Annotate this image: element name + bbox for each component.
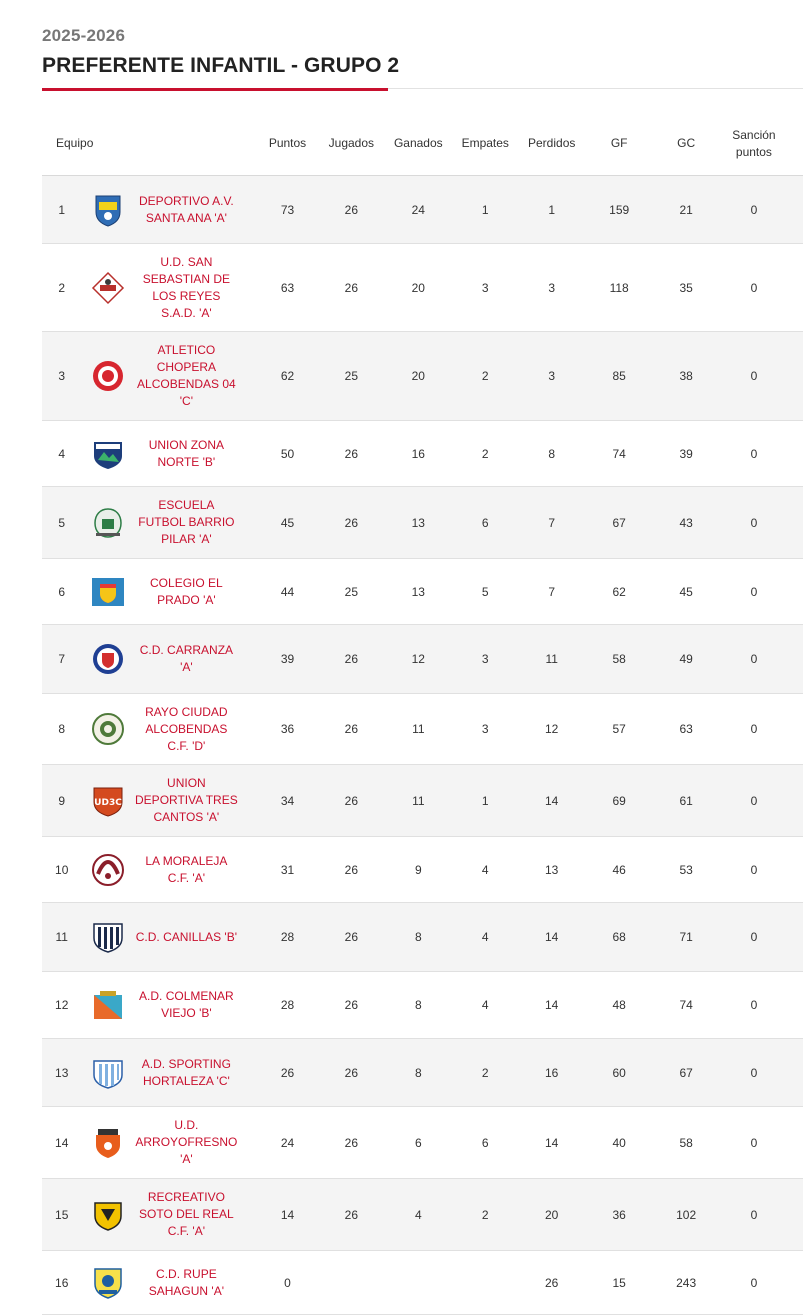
team-cell (134, 903, 257, 972)
gf-cell: 85 (585, 332, 654, 421)
position-cell: 10 (42, 837, 81, 903)
deportivo-santa-ana-crest-icon (90, 192, 126, 228)
team-cell (134, 837, 257, 903)
sanction-cell: 0 (719, 1179, 803, 1251)
column-header-played: Jugados (318, 112, 384, 176)
column-header-team: Equipo (42, 112, 257, 176)
played-cell: 25 (318, 332, 384, 421)
table-row (42, 1107, 803, 1179)
team-name-link[interactable]: UNION DEPORTIVA TRES CANTOS 'A' (135, 776, 238, 824)
gc-cell: 61 (653, 765, 718, 837)
sanction-cell: 0 (719, 421, 803, 487)
won-cell: 13 (385, 559, 452, 625)
played-cell: 26 (318, 972, 384, 1039)
points-cell: 0 (257, 1251, 318, 1315)
team-cell (134, 487, 257, 559)
sporting-hortaleza-crest-icon (90, 1055, 126, 1091)
team-cell (134, 625, 257, 694)
lost-cell: 1 (518, 176, 584, 244)
table-row (42, 972, 803, 1039)
column-header-won: Ganados (385, 112, 452, 176)
sanction-cell: 0 (719, 1039, 803, 1107)
la-moraleja-crest-icon (90, 852, 126, 888)
cd-carranza-crest-icon (90, 641, 126, 677)
won-cell: 11 (385, 765, 452, 837)
sanction-cell: 0 (719, 972, 803, 1039)
drawn-cell: 1 (452, 765, 518, 837)
column-header-points: Puntos (257, 112, 318, 176)
gf-cell: 62 (585, 559, 654, 625)
cd-canillas-crest-icon (90, 919, 126, 955)
played-cell: 26 (318, 765, 384, 837)
sanction-cell: 0 (719, 903, 803, 972)
gf-cell: 118 (585, 244, 654, 332)
won-cell: 24 (385, 176, 452, 244)
team-crest-cell (81, 1107, 134, 1179)
played-cell: 26 (318, 244, 384, 332)
lost-cell: 20 (518, 1179, 584, 1251)
column-header-sanction: Sanción puntos (719, 112, 803, 176)
gf-cell: 40 (585, 1107, 654, 1179)
ud-tres-cantos-crest-icon (90, 783, 126, 819)
table-row (42, 765, 803, 837)
team-crest-cell (81, 1251, 134, 1315)
gc-cell: 58 (653, 1107, 718, 1179)
won-cell: 16 (385, 421, 452, 487)
played-cell: 26 (318, 903, 384, 972)
sanction-cell: 0 (719, 1107, 803, 1179)
team-cell (134, 559, 257, 625)
lost-cell: 3 (518, 244, 584, 332)
column-header-gf: GF (585, 112, 654, 176)
table-row (42, 1179, 803, 1251)
gf-cell: 69 (585, 765, 654, 837)
gf-cell: 74 (585, 421, 654, 487)
team-crest-cell (81, 244, 134, 332)
team-crest-cell (81, 765, 134, 837)
gf-cell: 68 (585, 903, 654, 972)
gc-cell: 21 (653, 176, 718, 244)
sanction-cell: 0 (719, 244, 803, 332)
lost-cell: 7 (518, 487, 584, 559)
gc-cell: 243 (653, 1251, 718, 1315)
gc-cell: 63 (653, 694, 718, 765)
position-cell: 12 (42, 972, 81, 1039)
table-row (42, 559, 803, 625)
drawn-cell: 1 (452, 176, 518, 244)
team-name-link[interactable]: A.D. COLMENAR VIEJO 'B' (139, 989, 234, 1020)
ad-colmenar-viejo-crest-icon (90, 987, 126, 1023)
team-crest-cell (81, 1039, 134, 1107)
drawn-cell: 4 (452, 903, 518, 972)
position-cell: 2 (42, 244, 81, 332)
gc-cell: 71 (653, 903, 718, 972)
drawn-cell: 2 (452, 1179, 518, 1251)
team-crest-cell (81, 694, 134, 765)
recreativo-soto-del-real-crest-icon (90, 1197, 126, 1233)
points-cell: 44 (257, 559, 318, 625)
won-cell: 12 (385, 625, 452, 694)
drawn-cell: 5 (452, 559, 518, 625)
played-cell: 26 (318, 1039, 384, 1107)
team-cell (134, 1107, 257, 1179)
lost-cell: 14 (518, 972, 584, 1039)
position-cell: 14 (42, 1107, 81, 1179)
team-cell (134, 765, 257, 837)
position-cell: 8 (42, 694, 81, 765)
won-cell: 9 (385, 837, 452, 903)
table-row (42, 837, 803, 903)
table-header-row (42, 112, 803, 176)
table-row (42, 244, 803, 332)
table-row (42, 332, 803, 421)
team-name-link[interactable]: COLEGIO EL PRADO 'A' (150, 575, 223, 607)
team-name-link[interactable]: DEPORTIVO A.V. SANTA ANA 'A' (139, 193, 234, 225)
rayo-ciudad-alcobendas-crest-icon (90, 711, 126, 747)
team-crest-cell (81, 837, 134, 903)
position-cell: 9 (42, 765, 81, 837)
lost-cell: 16 (518, 1039, 584, 1107)
drawn-cell: 2 (452, 421, 518, 487)
cd-rupe-sahagun-crest-icon (90, 1265, 126, 1301)
gc-cell: 39 (653, 421, 718, 487)
gc-cell: 102 (653, 1179, 718, 1251)
points-cell: 36 (257, 694, 318, 765)
team-crest-cell (81, 625, 134, 694)
gf-cell: 15 (585, 1251, 654, 1315)
team-crest-cell (81, 176, 134, 244)
team-name-link[interactable]: ESCUELA FUTBOL BARRIO PILAR 'A' (138, 498, 235, 546)
barrio-pilar-crest-icon (90, 505, 126, 541)
team-name-link[interactable]: U.D. SAN SEBASTIAN DE LOS REYES S.A.D. 'A' (142, 254, 231, 320)
table-row (42, 625, 803, 694)
drawn-cell: 2 (452, 332, 518, 421)
won-cell: 6 (385, 1107, 452, 1179)
team-crest-cell (81, 903, 134, 972)
team-crest-cell (81, 559, 134, 625)
gc-cell: 67 (653, 1039, 718, 1107)
sanction-cell: 0 (719, 625, 803, 694)
won-cell: 11 (385, 694, 452, 765)
points-cell: 24 (257, 1107, 318, 1179)
team-cell (134, 1039, 257, 1107)
won-cell: 13 (385, 487, 452, 559)
team-name-link[interactable]: C.D. CARRANZA 'A' (139, 643, 234, 674)
team-name-link[interactable]: UNION ZONA NORTE 'B' (148, 437, 225, 469)
sanction-cell: 0 (719, 1251, 803, 1315)
ud-sanse-crest-icon (90, 270, 126, 306)
played-cell: 25 (318, 559, 384, 625)
lost-cell: 13 (518, 837, 584, 903)
gf-cell: 48 (585, 972, 654, 1039)
lost-cell: 3 (518, 332, 584, 421)
drawn-cell: 6 (452, 1107, 518, 1179)
points-cell: 28 (257, 903, 318, 972)
sanction-cell: 0 (719, 559, 803, 625)
gf-cell: 159 (585, 176, 654, 244)
season-label: 2025-2026 (42, 26, 126, 45)
sanction-cell: 0 (719, 487, 803, 559)
played-cell: 26 (318, 1179, 384, 1251)
sanction-cell: 0 (719, 332, 803, 421)
lost-cell: 14 (518, 903, 584, 972)
position-cell: 3 (42, 332, 81, 421)
gc-cell: 74 (653, 972, 718, 1039)
team-name-link[interactable]: A.D. SPORTING HORTALEZA 'C' (141, 1056, 231, 1088)
position-cell: 1 (42, 176, 81, 244)
svg-text:UD3C: UD3C (94, 797, 122, 808)
sanction-cell: 0 (719, 176, 803, 244)
gf-cell: 36 (585, 1179, 654, 1251)
position-cell: 6 (42, 559, 81, 625)
team-name-link[interactable]: RAYO CIUDAD ALCOBENDAS C.F. 'D' (145, 704, 228, 753)
drawn-cell: 3 (452, 694, 518, 765)
points-cell: 63 (257, 244, 318, 332)
team-cell (134, 332, 257, 421)
table-row (42, 903, 803, 972)
table-row (42, 487, 803, 559)
atletico-chopera-crest-icon (90, 358, 126, 394)
gc-cell: 49 (653, 625, 718, 694)
table-row (42, 1039, 803, 1107)
page-title: PREFERENTE INFANTIL - GRUPO 2 (42, 54, 400, 77)
drawn-cell: 6 (452, 487, 518, 559)
gc-cell: 38 (653, 332, 718, 421)
team-crest-cell (81, 972, 134, 1039)
sanction-cell: 0 (719, 765, 803, 837)
position-cell: 15 (42, 1179, 81, 1251)
position-cell: 7 (42, 625, 81, 694)
points-cell: 26 (257, 1039, 318, 1107)
won-cell: 8 (385, 1039, 452, 1107)
points-cell: 14 (257, 1179, 318, 1251)
column-header-drawn: Empates (452, 112, 518, 176)
won-cell: 20 (385, 244, 452, 332)
drawn-cell: 3 (452, 625, 518, 694)
position-cell: 13 (42, 1039, 81, 1107)
points-cell: 50 (257, 421, 318, 487)
gf-cell: 58 (585, 625, 654, 694)
column-header-lost: Perdidos (518, 112, 584, 176)
lost-cell: 12 (518, 694, 584, 765)
title-divider (388, 88, 803, 89)
gc-cell: 35 (653, 244, 718, 332)
points-cell: 34 (257, 765, 318, 837)
team-crest-cell (81, 1179, 134, 1251)
table-row (42, 694, 803, 765)
played-cell: 26 (318, 487, 384, 559)
team-cell (134, 176, 257, 244)
team-name-link[interactable]: U.D. ARROYOFRESNO 'A' (135, 1118, 238, 1166)
ud-arroyofresno-crest-icon (90, 1125, 126, 1161)
team-name-link[interactable]: ATLETICO CHOPERA ALCOBENDAS 04 'C' (137, 343, 236, 408)
played-cell: 26 (318, 625, 384, 694)
lost-cell: 26 (518, 1251, 584, 1315)
team-cell (134, 1179, 257, 1251)
lost-cell: 8 (518, 421, 584, 487)
sanction-cell: 0 (719, 694, 803, 765)
position-cell: 5 (42, 487, 81, 559)
colegio-el-prado-crest-icon (90, 574, 126, 610)
team-crest-cell (81, 487, 134, 559)
gf-cell: 60 (585, 1039, 654, 1107)
team-cell (134, 421, 257, 487)
played-cell: 26 (318, 694, 384, 765)
team-crest-cell (81, 332, 134, 421)
lost-cell: 14 (518, 1107, 584, 1179)
lost-cell: 7 (518, 559, 584, 625)
union-zona-norte-crest-icon (90, 436, 126, 472)
drawn-cell: 4 (452, 972, 518, 1039)
gf-cell: 46 (585, 837, 654, 903)
position-cell: 4 (42, 421, 81, 487)
played-cell: 26 (318, 837, 384, 903)
standings-body (42, 176, 803, 1315)
table-row (42, 176, 803, 244)
gc-cell: 53 (653, 837, 718, 903)
team-crest-cell (81, 421, 134, 487)
sanction-cell: 0 (719, 837, 803, 903)
standings-table (42, 112, 803, 1315)
team-cell (134, 244, 257, 332)
played-cell: 26 (318, 176, 384, 244)
points-cell: 28 (257, 972, 318, 1039)
points-cell: 31 (257, 837, 318, 903)
team-cell (134, 972, 257, 1039)
team-name-link[interactable]: C.D. CANILLAS 'B' (135, 929, 238, 944)
team-cell (134, 1251, 257, 1315)
played-cell: 26 (318, 421, 384, 487)
drawn-cell: 4 (452, 837, 518, 903)
points-cell: 73 (257, 176, 318, 244)
position-cell: 11 (42, 903, 81, 972)
position-cell: 16 (42, 1251, 81, 1315)
gc-cell: 45 (653, 559, 718, 625)
won-cell: 8 (385, 903, 452, 972)
team-name-link[interactable]: C.D. RUPE SAHAGUN 'A' (148, 1266, 224, 1298)
lost-cell: 11 (518, 625, 584, 694)
drawn-cell: 3 (452, 244, 518, 332)
team-name-link[interactable]: LA MORALEJA C.F. 'A' (145, 853, 228, 885)
gf-cell: 57 (585, 694, 654, 765)
gf-cell: 67 (585, 487, 654, 559)
played-cell: 26 (318, 1107, 384, 1179)
title-underline (42, 88, 388, 91)
team-cell (134, 694, 257, 765)
drawn-cell: 2 (452, 1039, 518, 1107)
gc-cell: 43 (653, 487, 718, 559)
points-cell: 62 (257, 332, 318, 421)
points-cell: 39 (257, 625, 318, 694)
column-header-gc: GC (653, 112, 718, 176)
table-row (42, 421, 803, 487)
won-cell: 20 (385, 332, 452, 421)
won-cell: 8 (385, 972, 452, 1039)
won-cell: 4 (385, 1179, 452, 1251)
team-name-link[interactable]: RECREATIVO SOTO DEL REAL C.F. 'A' (139, 1190, 234, 1238)
loading-overlay (300, 1274, 492, 1302)
points-cell: 45 (257, 487, 318, 559)
lost-cell: 14 (518, 765, 584, 837)
